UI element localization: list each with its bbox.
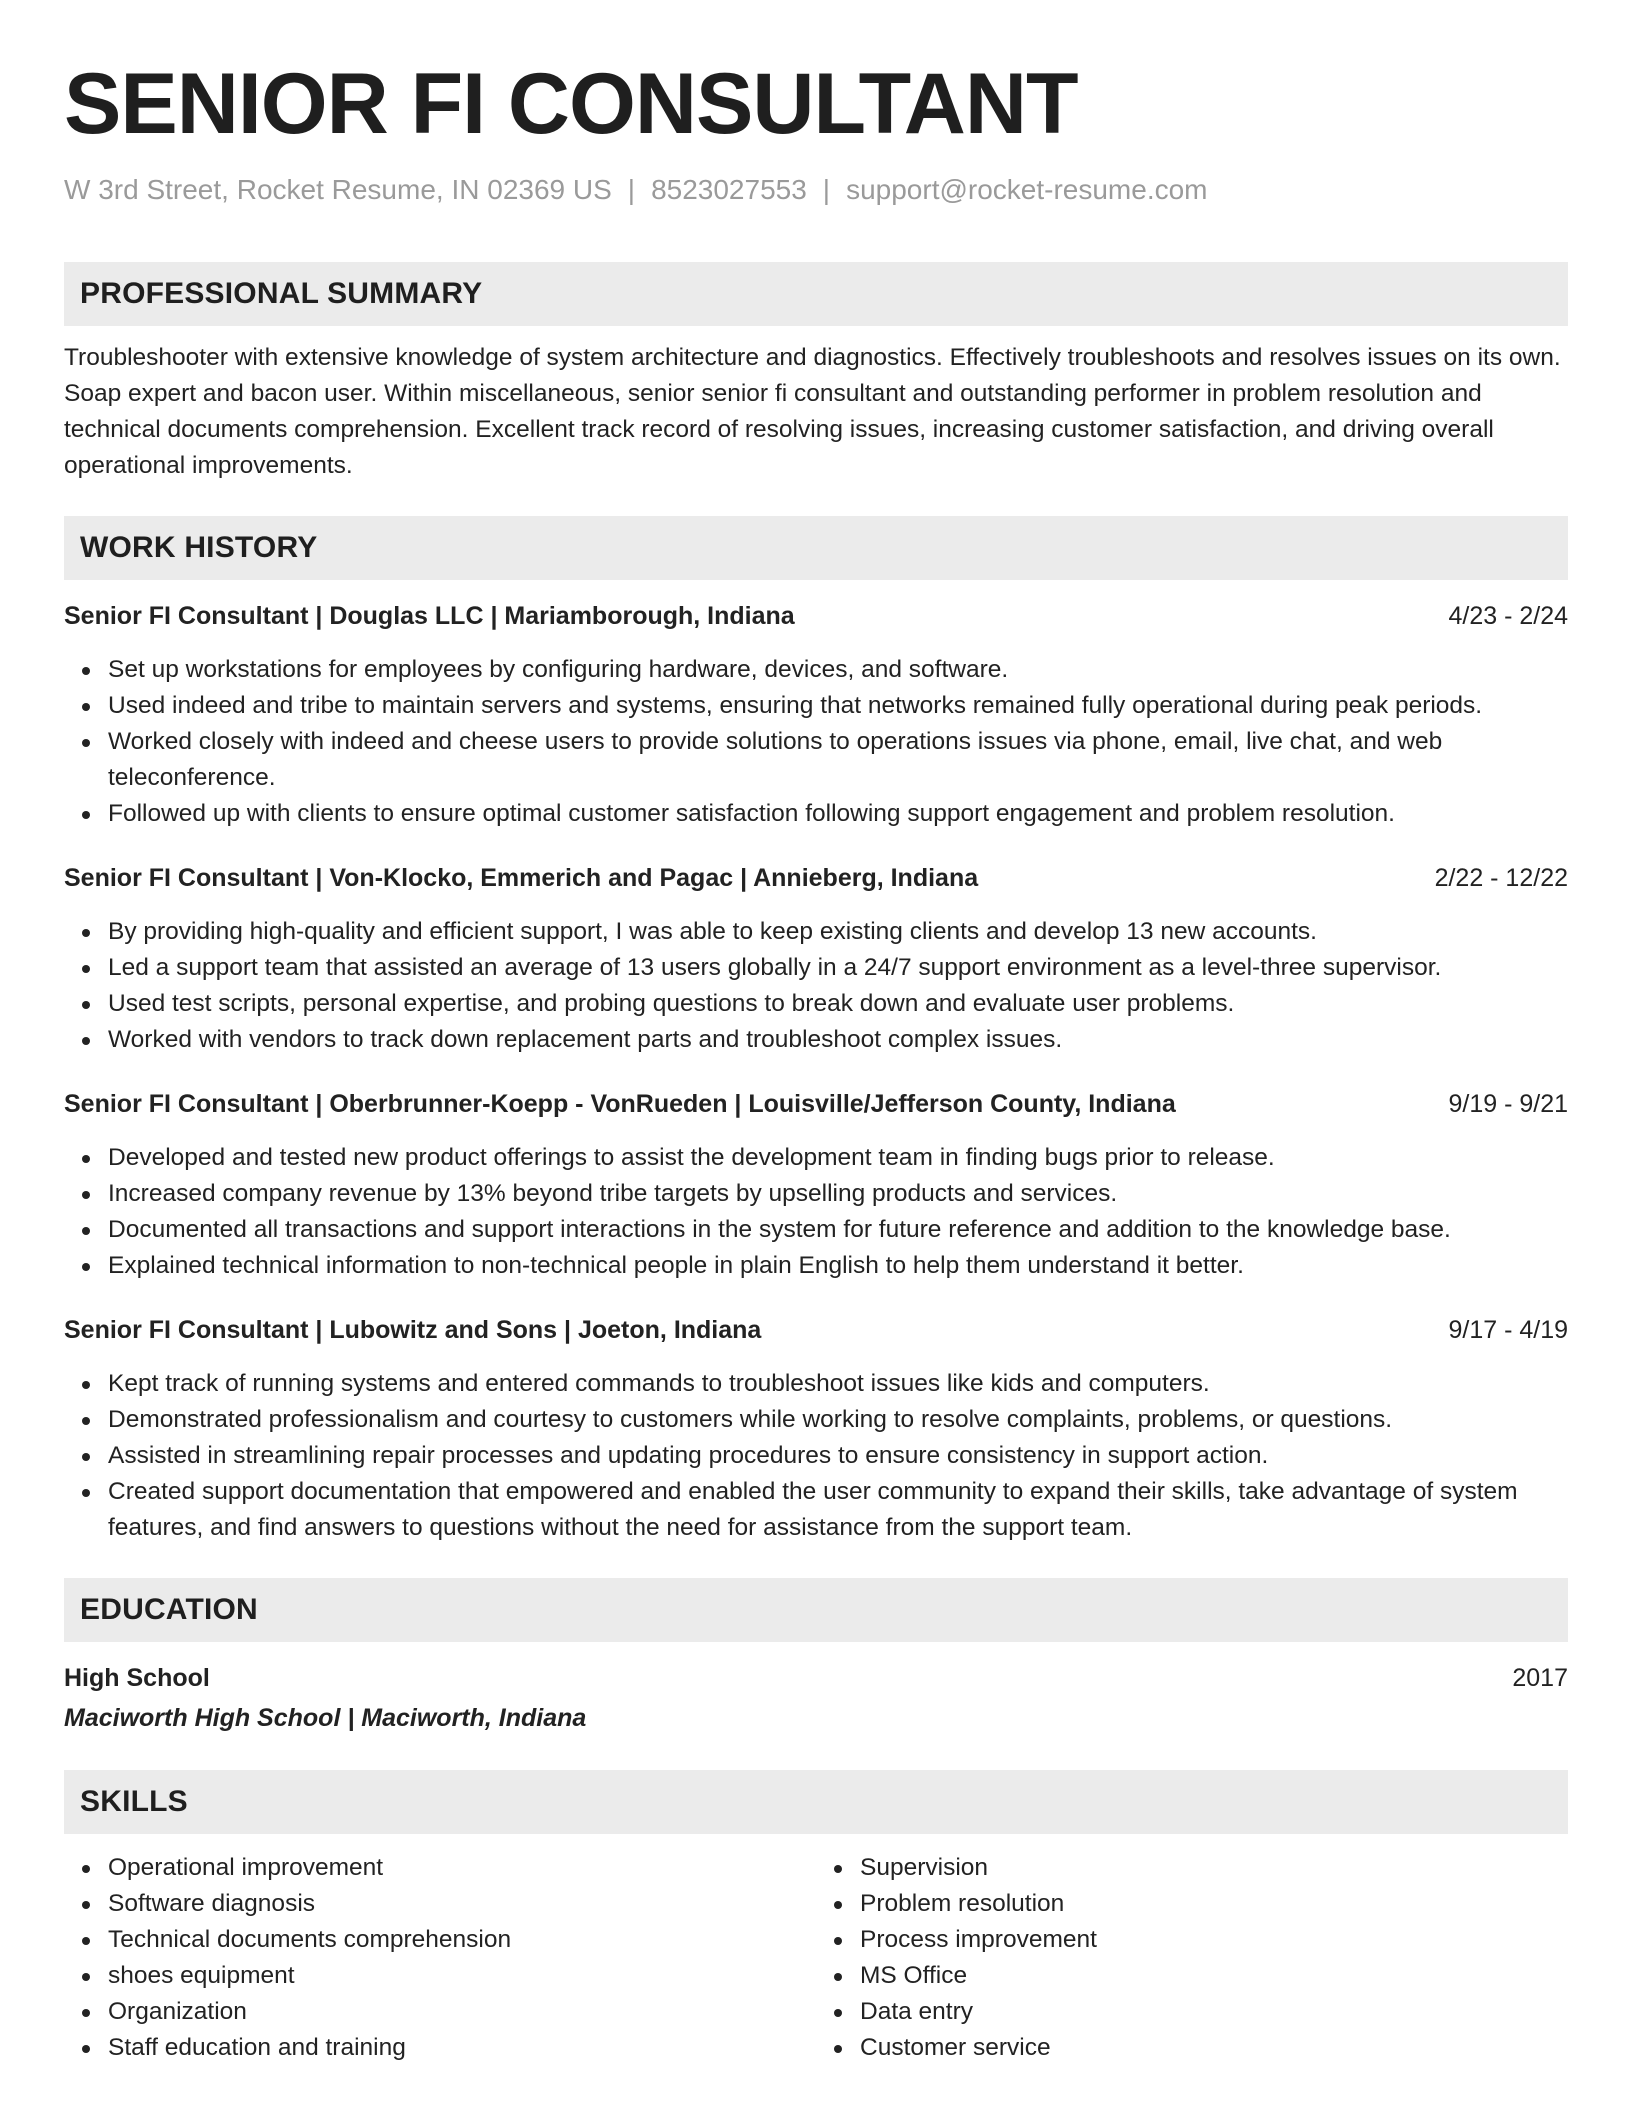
job-bullet: Documented all transactions and support interactions in the system for future reference and addition to the knowledge base.	[108, 1212, 1568, 1248]
job-bullet: Used test scripts, personal expertise, and probing questions to break down and evaluate user problems.	[108, 986, 1568, 1022]
skill-item: Process improvement	[860, 1922, 1568, 1958]
skills-column-right	[816, 1850, 1568, 2066]
skill-item: Problem resolution	[860, 1886, 1568, 1922]
job-bullet: Led a support team that assisted an average of 13 users globally in a 24/7 support environment as a level-three supervisor.	[108, 950, 1568, 986]
job-bullet: Demonstrated professionalism and courtesy to customers while working to resolve complaints, problems, or questions.	[108, 1402, 1568, 1438]
job-header	[64, 860, 1568, 896]
contact-line	[64, 172, 1568, 208]
job-bullet: Created support documentation that empowered and enabled the user community to expand their skills, take advantage of system features, and find answers to questions without the need for assistance from the support team.	[108, 1474, 1568, 1546]
skill-item: Operational improvement	[108, 1850, 816, 1886]
candidate-name: SENIOR FI CONSULTANT	[64, 56, 1078, 152]
section-heading-work-history: WORK HISTORY	[64, 516, 1568, 580]
job-bullet: Kept track of running systems and entered commands to troubleshoot issues like kids and computers.	[108, 1366, 1568, 1402]
job-entry	[64, 1086, 1568, 1284]
skill-item: shoes equipment	[108, 1958, 816, 1994]
contact-email: support@rocket-resume.com	[846, 174, 1208, 205]
skill-item: Staff education and training	[108, 2030, 816, 2066]
job-bullet: Worked closely with indeed and cheese users to provide solutions to operations issues via phone, email, live chat, and web teleconference.	[108, 724, 1568, 796]
skill-item: Customer service	[860, 2030, 1568, 2066]
job-title: Senior FI Consultant | Oberbrunner-Koepp - VonRueden | Louisville/Jefferson County, Indiana	[64, 1090, 1176, 1118]
contact-address: W 3rd Street, Rocket Resume, IN 02369 US	[64, 174, 612, 205]
skills-grid	[64, 1850, 1568, 2066]
education-degree: High School	[64, 1664, 210, 1692]
job-title: Senior FI Consultant | Von-Klocko, Emmerich and Pagac | Annieberg, Indiana	[64, 864, 979, 892]
skills-list	[64, 1850, 816, 2066]
job-header	[64, 598, 1568, 634]
job-entry	[64, 860, 1568, 1058]
section-heading-summary: PROFESSIONAL SUMMARY	[64, 262, 1568, 326]
job-dates: 4/23 - 2/24	[1448, 602, 1568, 630]
education-school: Maciworth High School | Maciworth, Indiana	[64, 1704, 587, 1732]
skill-item: MS Office	[860, 1958, 1568, 1994]
contact-separator: |	[627, 174, 636, 205]
job-bullet: Assisted in streamlining repair processes and updating procedures to ensure consistency in support action.	[108, 1438, 1568, 1474]
summary-text: Troubleshooter with extensive knowledge of system architecture and diagnostics. Effectively troubleshoots and resolves issues on its own. Soap expert and bacon user. Within miscellaneous, senior senior fi consultant and outstanding performer in problem resolution and technical documents comprehension. Excellent track record of resolving issues, increasing customer satisfaction, and driving overall operational improvements.	[64, 344, 1561, 479]
contact-separator: |	[822, 174, 831, 205]
job-bullet: Followed up with clients to ensure optimal customer satisfaction following support engagement and problem resolution.	[108, 796, 1568, 832]
job-bullet: Set up workstations for employees by configuring hardware, devices, and software.	[108, 652, 1568, 688]
job-header	[64, 1086, 1568, 1122]
job-bullets	[64, 914, 1568, 1058]
job-bullet: Worked with vendors to track down replacement parts and troubleshoot complex issues.	[108, 1022, 1568, 1058]
job-dates: 2/22 - 12/22	[1434, 864, 1568, 892]
skill-item: Technical documents comprehension	[108, 1922, 816, 1958]
job-bullet: Developed and tested new product offerings to assist the development team in finding bugs prior to release.	[108, 1140, 1568, 1176]
job-title: Senior FI Consultant | Douglas LLC | Mariamborough, Indiana	[64, 602, 795, 630]
skills-list	[816, 1850, 1568, 2066]
skills-column-left	[64, 1850, 816, 2066]
job-bullet: Used indeed and tribe to maintain servers and systems, ensuring that networks remained fully operational during peak periods.	[108, 688, 1568, 724]
job-bullets	[64, 1140, 1568, 1284]
skill-item: Organization	[108, 1994, 816, 2030]
job-title: Senior FI Consultant | Lubowitz and Sons | Joeton, Indiana	[64, 1316, 762, 1344]
job-entry	[64, 1312, 1568, 1546]
job-dates: 9/19 - 9/21	[1448, 1090, 1568, 1118]
education-year: 2017	[1512, 1664, 1568, 1692]
job-header	[64, 1312, 1568, 1348]
job-bullet: By providing high-quality and efficient support, I was able to keep existing clients and develop 13 new accounts.	[108, 914, 1568, 950]
contact-phone: 8523027553	[651, 174, 807, 205]
job-bullets	[64, 652, 1568, 832]
job-bullet: Explained technical information to non-technical people in plain English to help them understand it better.	[108, 1248, 1568, 1284]
job-bullet: Increased company revenue by 13% beyond tribe targets by upselling products and services.	[108, 1176, 1568, 1212]
job-entry	[64, 598, 1568, 832]
education-header	[64, 1660, 1568, 1696]
skill-item: Data entry	[860, 1994, 1568, 2030]
section-heading-education: EDUCATION	[64, 1578, 1568, 1642]
job-bullets	[64, 1366, 1568, 1546]
skill-item: Supervision	[860, 1850, 1568, 1886]
job-dates: 9/17 - 4/19	[1448, 1316, 1568, 1344]
skill-item: Software diagnosis	[108, 1886, 816, 1922]
section-heading-skills: SKILLS	[64, 1770, 1568, 1834]
